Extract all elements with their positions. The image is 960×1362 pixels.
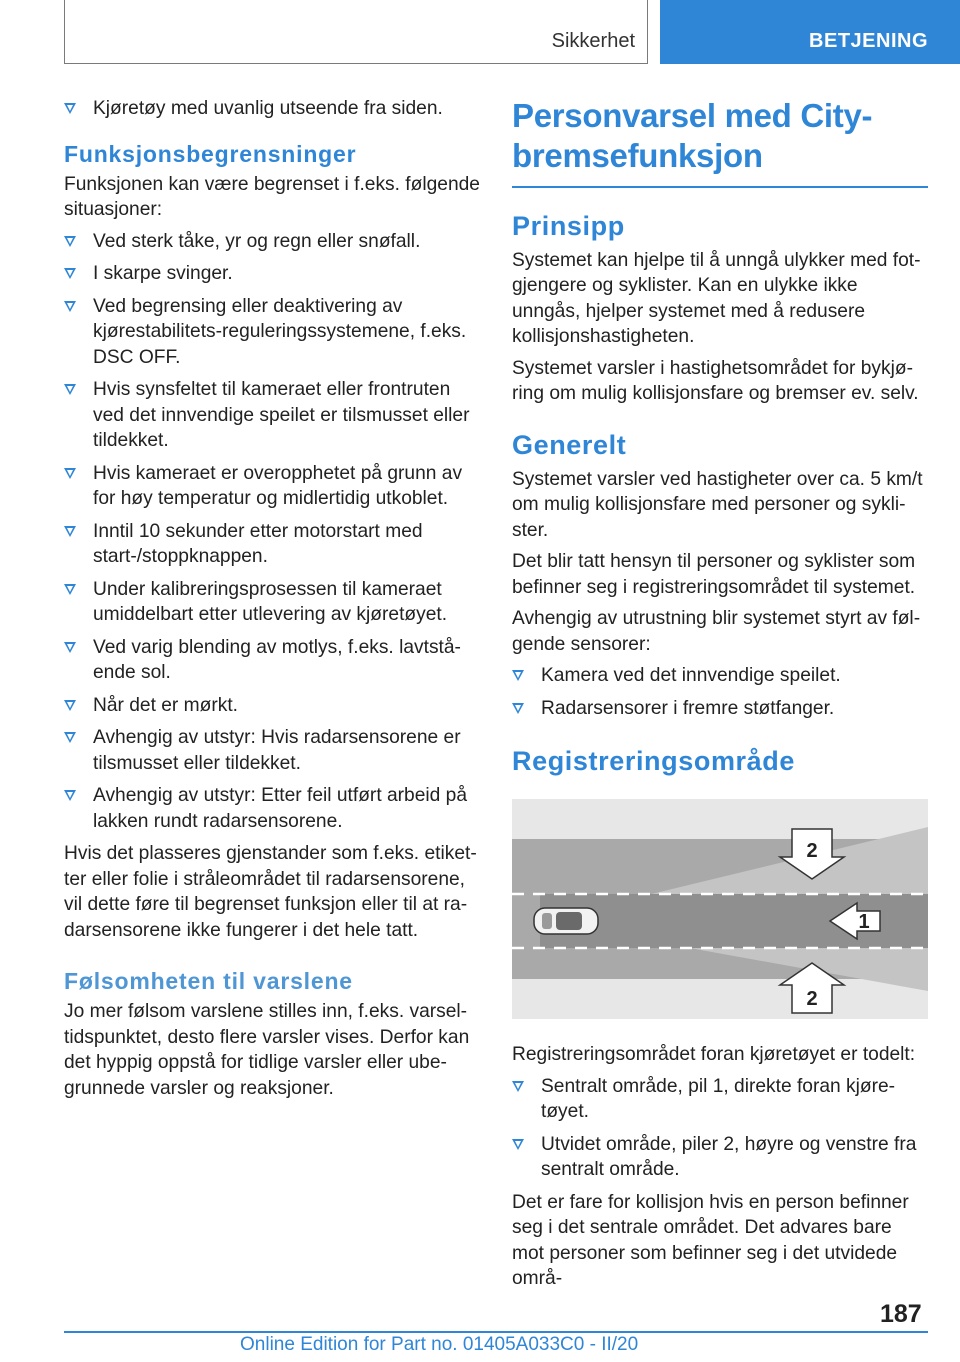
limits-heading: Funksjonsbegrensninger	[64, 140, 357, 167]
list-item: Kjøretøy med uvanlig utseende fra siden.	[64, 96, 480, 122]
triangle-bullet-icon	[64, 384, 76, 395]
list-item: Sentralt område, pil 1, direkte foran kjøretøyet.	[512, 1074, 928, 1125]
intro-bullet-list	[64, 96, 480, 122]
list-item: Avhengig av utstyr: Etter feil utført arbeid på lakken rundt radarsensorene.	[64, 783, 480, 834]
footer-divider	[64, 1331, 928, 1333]
limits-intro: Funksjonen kan være begrenset i f.eks. følgende situasjoner:	[64, 173, 480, 220]
list-item: I skarpe svinger.	[64, 261, 480, 287]
detection-area-text: Det er fare for kollisjon hvis en person befinner seg i det sentrale området. Det advares bare mot personer som befinner seg i det utvidede områ-	[512, 1191, 909, 1289]
car-icon	[534, 908, 598, 934]
detection-area-intro: Registreringsområdet foran kjøretøyet er todelt:	[512, 1044, 916, 1065]
general-heading: Generelt	[512, 429, 627, 460]
principle-text-2: Systemet varsler i hastighetsområdet for bykjøring om mulig kollisjonsfare og bremser ev. selv.	[512, 357, 919, 404]
left-column	[64, 96, 480, 1107]
sensor-list	[512, 663, 928, 721]
detection-area-list	[512, 1074, 928, 1183]
general-text-3: Avhengig av utrustning blir systemet styrt av følgende sensorer:	[512, 608, 921, 655]
general-text-1: Systemet varsler ved hastigheter over ca. 5 km/t om mulig kollisjonsfare med personer og syklister.	[512, 468, 923, 541]
triangle-bullet-icon	[64, 103, 76, 114]
sensitivity-heading: Følsomheten til varslene	[64, 968, 353, 994]
list-item: Ved begrensing eller deaktivering av kjørestabilitets-reguleringssystemene, f.eks. DSC OFF.	[64, 294, 480, 371]
triangle-bullet-icon	[512, 1081, 524, 1092]
footer-edition-link[interactable]: Online Edition for Part no. 01405A033C0 - II/20	[240, 1334, 639, 1355]
triangle-bullet-icon	[64, 642, 76, 653]
list-item: Hvis synsfeltet til kameraet eller frontruten ved det innvendige speilet er tilsmusset eller tildekket.	[64, 377, 480, 454]
list-item: Ved sterk tåke, yr og regn eller snøfall.	[64, 229, 480, 255]
detection-area-illustration	[512, 799, 928, 1019]
page-title: Personvarsel med City-bremsefunksjon	[512, 97, 873, 174]
header-section-box	[64, 0, 648, 64]
triangle-bullet-icon	[64, 732, 76, 743]
principle-heading: Prinsipp	[512, 210, 625, 241]
triangle-bullet-icon	[64, 584, 76, 595]
triangle-bullet-icon	[64, 790, 76, 801]
list-item: Hvis kameraet er overopphetet på grunn av for høy temperatur og midlertidig utkoblet.	[64, 461, 480, 512]
triangle-bullet-icon	[64, 526, 76, 537]
list-item: Når det er mørkt.	[64, 693, 480, 719]
page-number: 187	[880, 1300, 922, 1328]
triangle-bullet-icon	[64, 468, 76, 479]
general-text-2: Det blir tatt hensyn til personer og syklister som befinner seg i registreringsområdet til systemet.	[512, 551, 916, 598]
triangle-bullet-icon	[64, 268, 76, 279]
arrow-2-top-label: 2	[806, 840, 818, 862]
limits-note: Hvis det plasseres gjenstander som f.eks. etiketter eller folie i stråleområdet til radarsensorene, vil dette føre til begrenset funksjon eller til at radarsensorene ikke fungerer i det hele tatt.	[64, 843, 477, 941]
header-chapter-tab[interactable]	[660, 0, 960, 64]
right-column	[512, 96, 928, 1298]
triangle-bullet-icon	[512, 1139, 524, 1150]
list-item: Avhengig av utstyr: Hvis radarsensorene er tilsmusset eller tildekket.	[64, 725, 480, 776]
triangle-bullet-icon	[512, 670, 524, 681]
list-item: Radarsensorer i fremre støtfanger.	[512, 696, 928, 722]
list-item: Under kalibreringsprosessen til kameraet umiddelbart etter utlevering av kjøretøyet.	[64, 577, 480, 628]
arrow-2-bottom-label: 2	[806, 988, 818, 1010]
principle-text-1: Systemet kan hjelpe til å unngå ulykker med fotgjengere og syklister. Kan en ulykke ikke unngås, hjelper systemet med å redusere kollisjonshastigheten.	[512, 249, 921, 347]
triangle-bullet-icon	[64, 700, 76, 711]
list-item: Kamera ved det innvendige speilet.	[512, 663, 928, 689]
header-chapter-title: BETJENING	[809, 30, 928, 52]
header-section-title: Sikkerhet	[551, 30, 635, 52]
detection-area-heading: Registreringsområde	[512, 746, 795, 776]
limits-list	[64, 229, 480, 835]
list-item: Utvidet område, piler 2, høyre og venstre fra sentralt område.	[512, 1132, 928, 1183]
triangle-bullet-icon	[64, 301, 76, 312]
arrow-1-label: 1	[858, 911, 870, 933]
list-item: Inntil 10 sekunder etter motorstart med start-/stoppknappen.	[64, 519, 480, 570]
sensitivity-text: Jo mer følsom varslene stilles inn, f.eks. varseltidspunktet, desto flere varsler vises. Derfor kan det hyppig oppstå for tidlige varsler eller ubegrunnede varsler og reaksjoner.	[64, 1001, 470, 1099]
triangle-bullet-icon	[64, 236, 76, 247]
title-divider	[512, 186, 928, 188]
list-item: Ved varig blending av motlys, f.eks. lavtstående sol.	[64, 635, 480, 686]
triangle-bullet-icon	[512, 703, 524, 714]
